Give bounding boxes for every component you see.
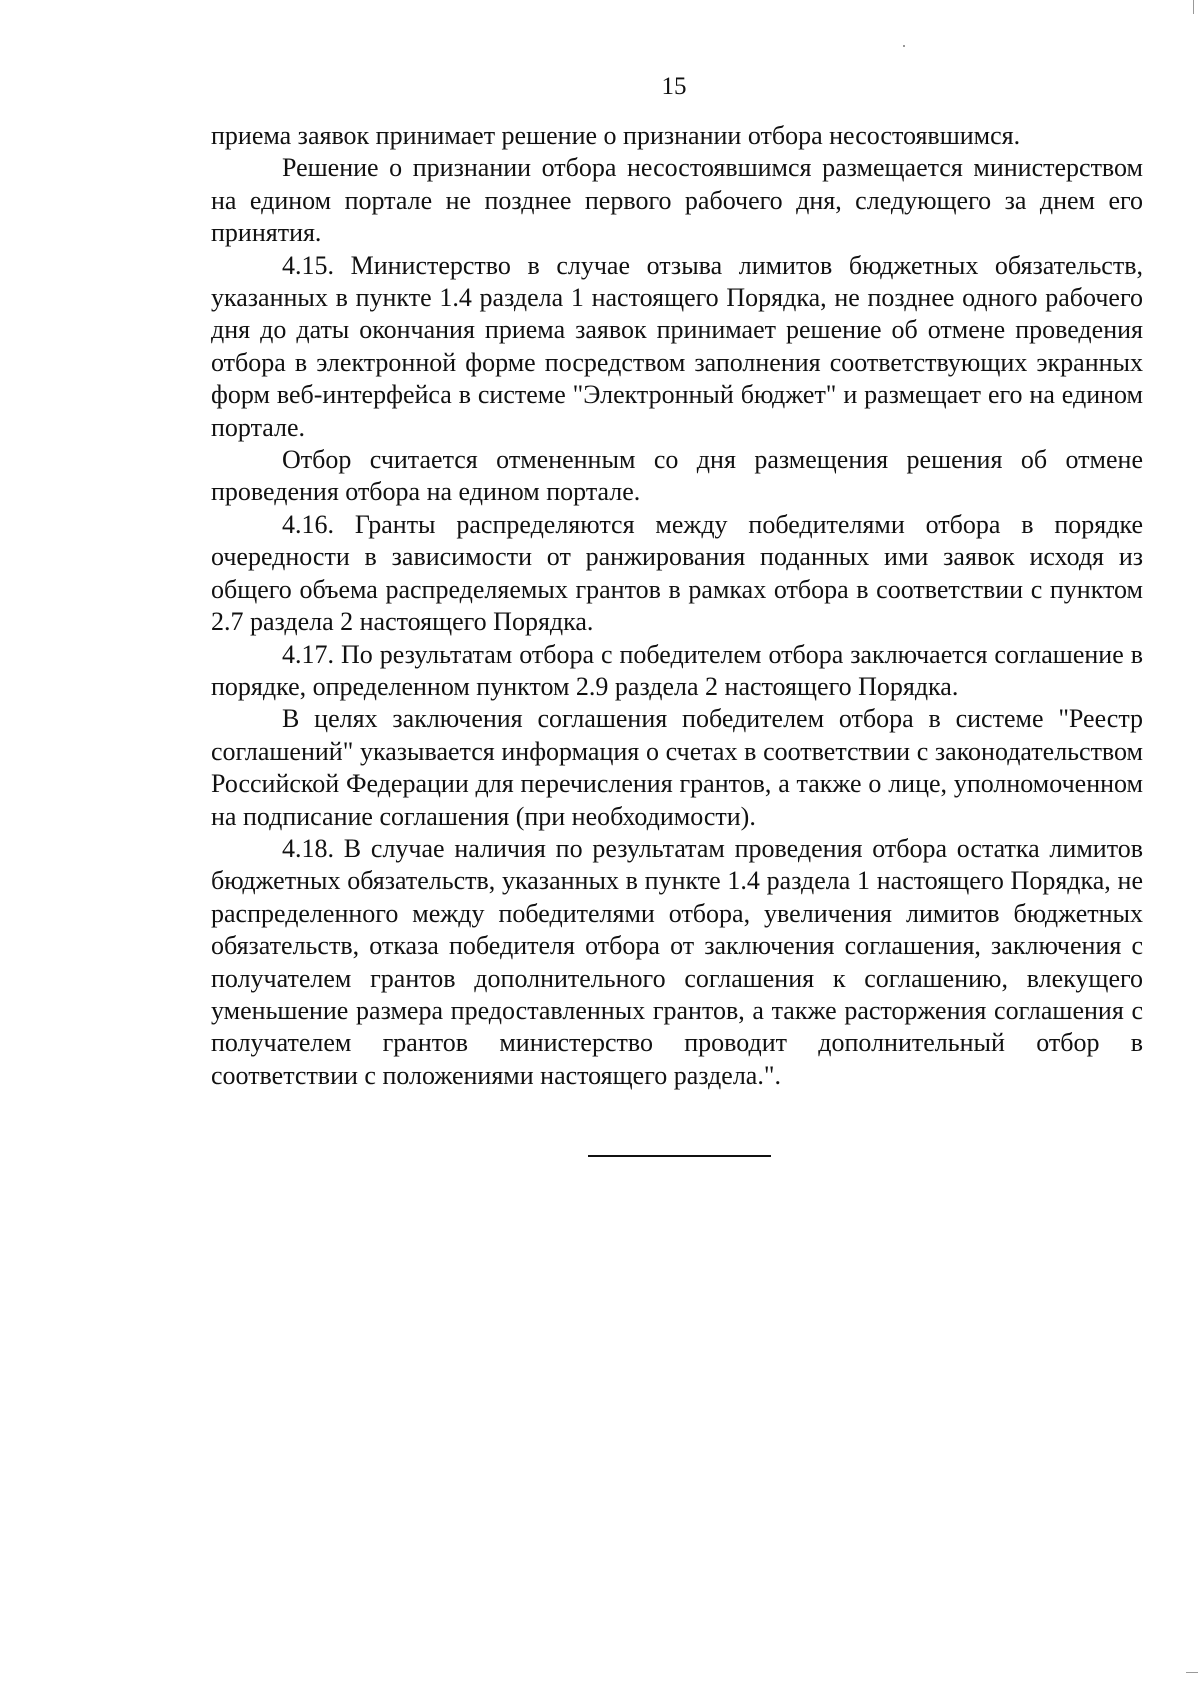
paragraph-4-18: 4.18. В случае наличия по результатам проведения отбора остатка лимитов бюджетных обязательств, указанных в пункте 1.4 раздела 1 настоящего Порядка, не распределенного между победителями отбора, увеличения лимитов бюджетных обязательств, отказа победителя отбора от заключения соглашения, заключения с получателем грантов дополнительного соглашения к соглашению, влекущего уменьшение размера предоставленных грантов, а также расторжения соглашения с получателем грантов министерство проводит дополнительный отбор в соответствии с положениями настоящего раздела.".	[211, 833, 1143, 1090]
scan-speck	[903, 45, 905, 47]
document-body	[211, 120, 1143, 1092]
end-separator-line	[588, 1155, 771, 1157]
scan-edge-mark	[1186, 1672, 1198, 1673]
page-number: 15	[661, 73, 687, 100]
paragraph-4-15: 4.15. Министерство в случае отзыва лимитов бюджетных обязательств, указанных в пункте 1.4 раздела 1 настоящего Порядка, не позднее одного рабочего дня до даты окончания приема заявок принимает решение об отмене проведения отбора в электронной форме посредством заполнения соответствующих экранных форм веб-интерфейса в системе "Электронный бюджет" и размещает его на едином портале.	[211, 250, 1143, 442]
scan-edge-mark	[1193, 0, 1194, 14]
paragraph-4-17: 4.17. По результатам отбора с победителем отбора заключается соглашение в порядке, определенном пунктом 2.9 раздела 2 настоящего Порядка.	[211, 639, 1143, 701]
paragraph: В целях заключения соглашения победителем отбора в системе "Реестр соглашений" указывается информация о счетах в соответствии с законодательством Российской Федерации для перечисления грантов, а также о лице, уполномоченном на подписание соглашения (при необходимости).	[211, 704, 1143, 831]
paragraph-continuation: приема заявок принимает решение о признании отбора несостоявшимся.	[211, 121, 1021, 150]
paragraph: Решение о признании отбора несостоявшимся размещается министерством на едином портале не позднее первого рабочего дня, следующего за днем его принятия.	[211, 153, 1143, 248]
paragraph-4-16: 4.16. Гранты распределяются между победителями отбора в порядке очередности в зависимости от ранжирования поданных ими заявок исходя из общего объема распределяемых грантов в рамках отбора в соответствии с пунктом 2.7 раздела 2 настоящего Порядка.	[211, 509, 1143, 637]
paragraph: Отбор считается отмененным со дня размещения решения об отмене проведения отбора на едином портале.	[211, 445, 1143, 507]
